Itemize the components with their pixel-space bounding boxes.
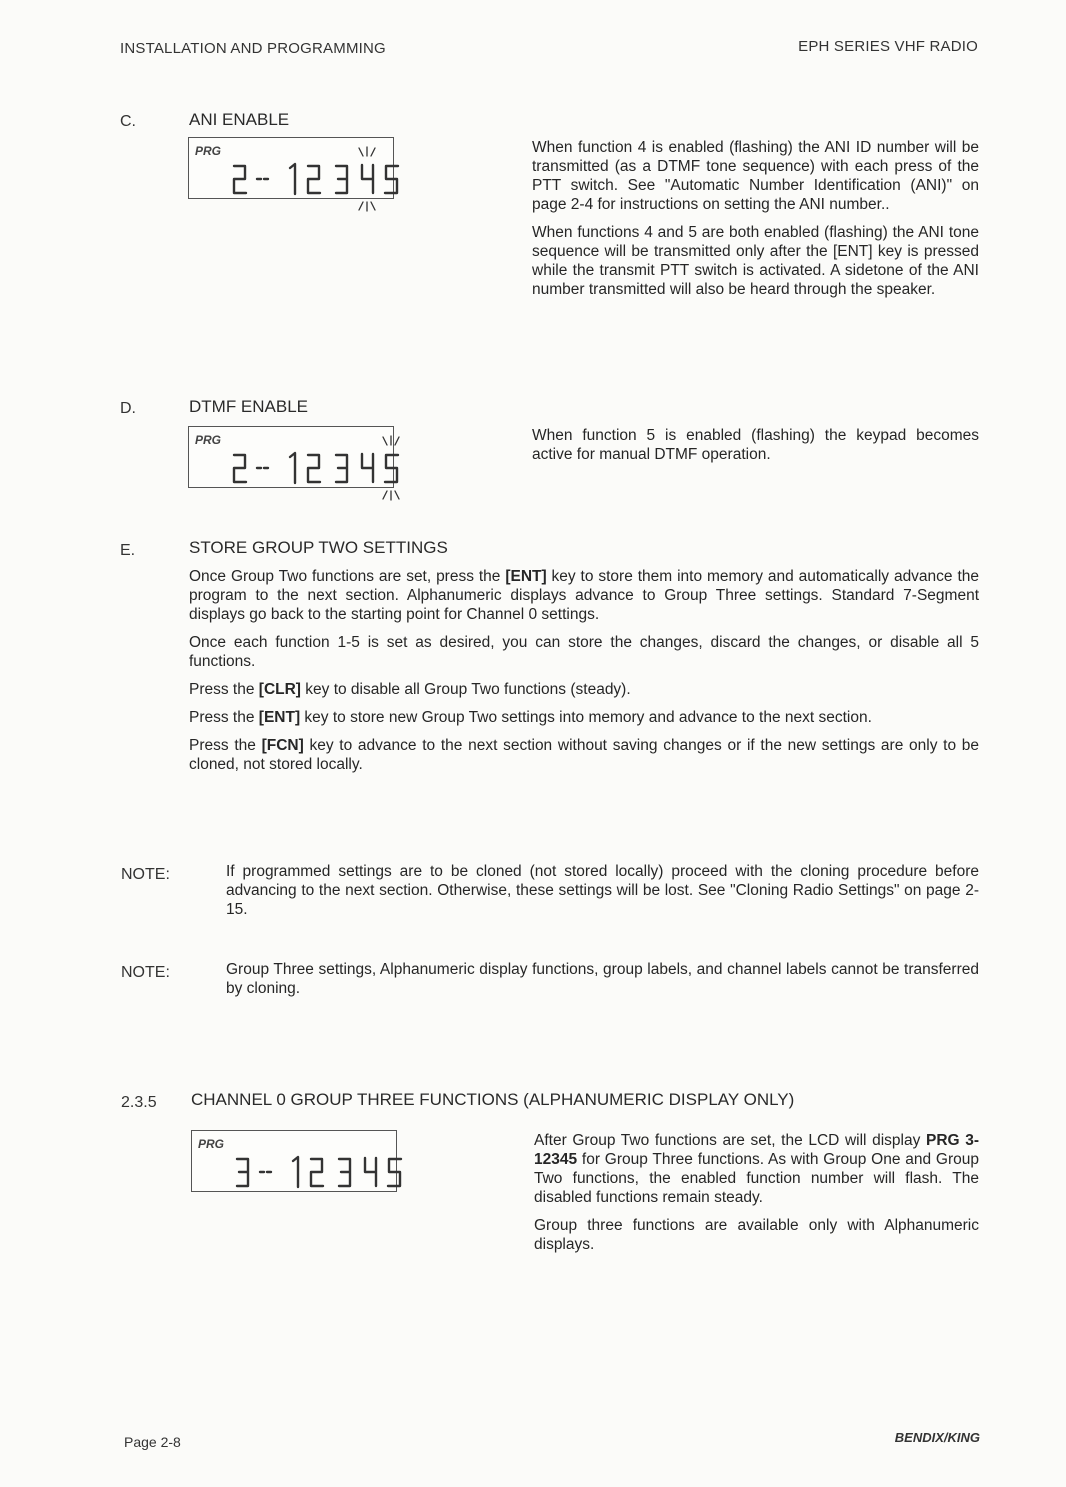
section-e-paragraph-1: Once Group Two functions are set, press the [ENT] key to store them into memory and automatically advance the program to the next section. Alphanumeric displays advance to Group Three settings. Standard 7-Segment displays go back to the starting point for Channel 0 settings. — [189, 568, 979, 623]
lcd-digit — [234, 455, 246, 482]
lcd-digit — [362, 454, 373, 482]
lcd-digit — [290, 164, 295, 194]
section-d-text — [532, 426, 979, 473]
lcd-digit — [234, 166, 246, 193]
lcd-digit — [311, 1159, 323, 1186]
lcd-flash-ray — [383, 437, 387, 445]
lcd-digit — [308, 455, 320, 482]
lcd-digit — [385, 455, 398, 482]
section-235-text — [534, 1131, 979, 1263]
section-d-letter: D. — [120, 400, 136, 417]
section-e-paragraph-2: Once each function 1-5 is set as desired, you can store the changes, discard the changes, or disable all 5 functions. — [189, 634, 979, 670]
section-235-paragraph-1: After Group Two functions are set, the LCD will display PRG 3-12345 for Group Three functions. As with Group One and Group Two functions, the enabled function number will flash. The disabled functions remain steady. — [534, 1132, 979, 1206]
lcd-display-group-three — [191, 1130, 397, 1192]
lcd-digit — [339, 1159, 350, 1186]
section-235-number: 2.3.5 — [121, 1094, 157, 1111]
lcd-digits — [189, 427, 419, 507]
note-text: If programmed settings are to be cloned (not stored locally) proceed with the cloning procedure before advancing to the next section. Otherwise, these settings will be lost. See "Cloning Radio Settings" on page 2-15. — [226, 863, 979, 918]
note-text: Group Three settings, Alphanumeric display functions, group labels, and channel labels cannot be transferred by cloning. — [226, 961, 979, 997]
lcd-digit — [365, 1158, 376, 1186]
lcd-prg-label: PRG — [195, 144, 222, 158]
section-c-text — [532, 138, 979, 308]
footer-page-number: Page 2-8 — [124, 1434, 181, 1450]
section-e-paragraph-3: Press the [CLR] key to disable all Group Two functions (steady). — [189, 681, 631, 698]
lcd-digits — [189, 138, 419, 218]
section-d-title: DTMF ENABLE — [189, 397, 309, 416]
section-d-paragraph-1: When function 5 is enabled (flashing) the keypad becomes active for manual DTMF operation. — [532, 427, 979, 463]
note-label: NOTE: — [121, 866, 170, 883]
section-e-title: STORE GROUP TWO SETTINGS — [189, 538, 448, 557]
lcd-display-dtmf — [188, 426, 394, 488]
section-e-text — [189, 567, 979, 783]
note-label: NOTE: — [121, 964, 170, 981]
lcd-digit — [308, 166, 320, 193]
lcd-digit — [362, 165, 373, 193]
header-right: EPH SERIES VHF RADIO — [798, 38, 978, 55]
lcd-flash-ray — [359, 148, 363, 156]
lcd-digit — [385, 166, 398, 193]
header-left: INSTALLATION AND PROGRAMMING — [120, 40, 386, 57]
lcd-display-ani — [188, 137, 394, 199]
lcd-flash-ray — [395, 491, 399, 499]
lcd-flash-ray — [383, 491, 387, 499]
section-c-paragraph-2: When functions 4 and 5 are both enabled (flashing) the ANI tone sequence will be transmitted only after the [ENT] key is pressed while the transmit PTT switch is activated. A sidetone of the ANI number transmitted will also be heard through the speaker. — [532, 224, 979, 298]
section-e-paragraph-5: Press the [FCN] key to advance to the next section without saving changes or if the new settings are only to be cloned, not stored locally. — [189, 737, 980, 773]
lcd-flash-ray — [395, 437, 399, 445]
section-c-paragraph-1: When function 4 is enabled (flashing) the ANI ID number will be transmitted (as a DTMF tone sequence) with each press of the PTT switch. See "Automatic Number Identification (ANI)" on page 2-4 for instructions on setting the ANI number.. — [532, 139, 979, 213]
lcd-flash-ray — [371, 202, 375, 210]
section-c-letter: C. — [120, 113, 136, 130]
lcd-digit — [336, 455, 347, 482]
lcd-prg-label: PRG — [195, 433, 222, 447]
lcd-digit — [290, 453, 295, 483]
lcd-prg-label: PRG — [198, 1137, 225, 1151]
lcd-flash-ray — [371, 148, 375, 156]
lcd-digit — [237, 1159, 248, 1186]
lcd-digits — [192, 1131, 422, 1211]
section-e-letter: E. — [120, 542, 136, 559]
section-235-paragraph-2: Group three functions are available only with Alphanumeric displays. — [534, 1217, 979, 1253]
section-e-paragraph-4: Press the [ENT] key to store new Group Two settings into memory and advance to the next section. — [189, 709, 872, 726]
footer-brand: BENDIX/KING — [894, 1430, 980, 1445]
section-c-title: ANI ENABLE — [189, 110, 290, 129]
section-235-title: CHANNEL 0 GROUP THREE FUNCTIONS (ALPHANUMERIC DISPLAY ONLY) — [191, 1090, 795, 1109]
lcd-digit — [336, 166, 347, 193]
lcd-digit — [293, 1157, 298, 1187]
lcd-flash-ray — [359, 202, 363, 210]
lcd-digit — [388, 1159, 401, 1186]
